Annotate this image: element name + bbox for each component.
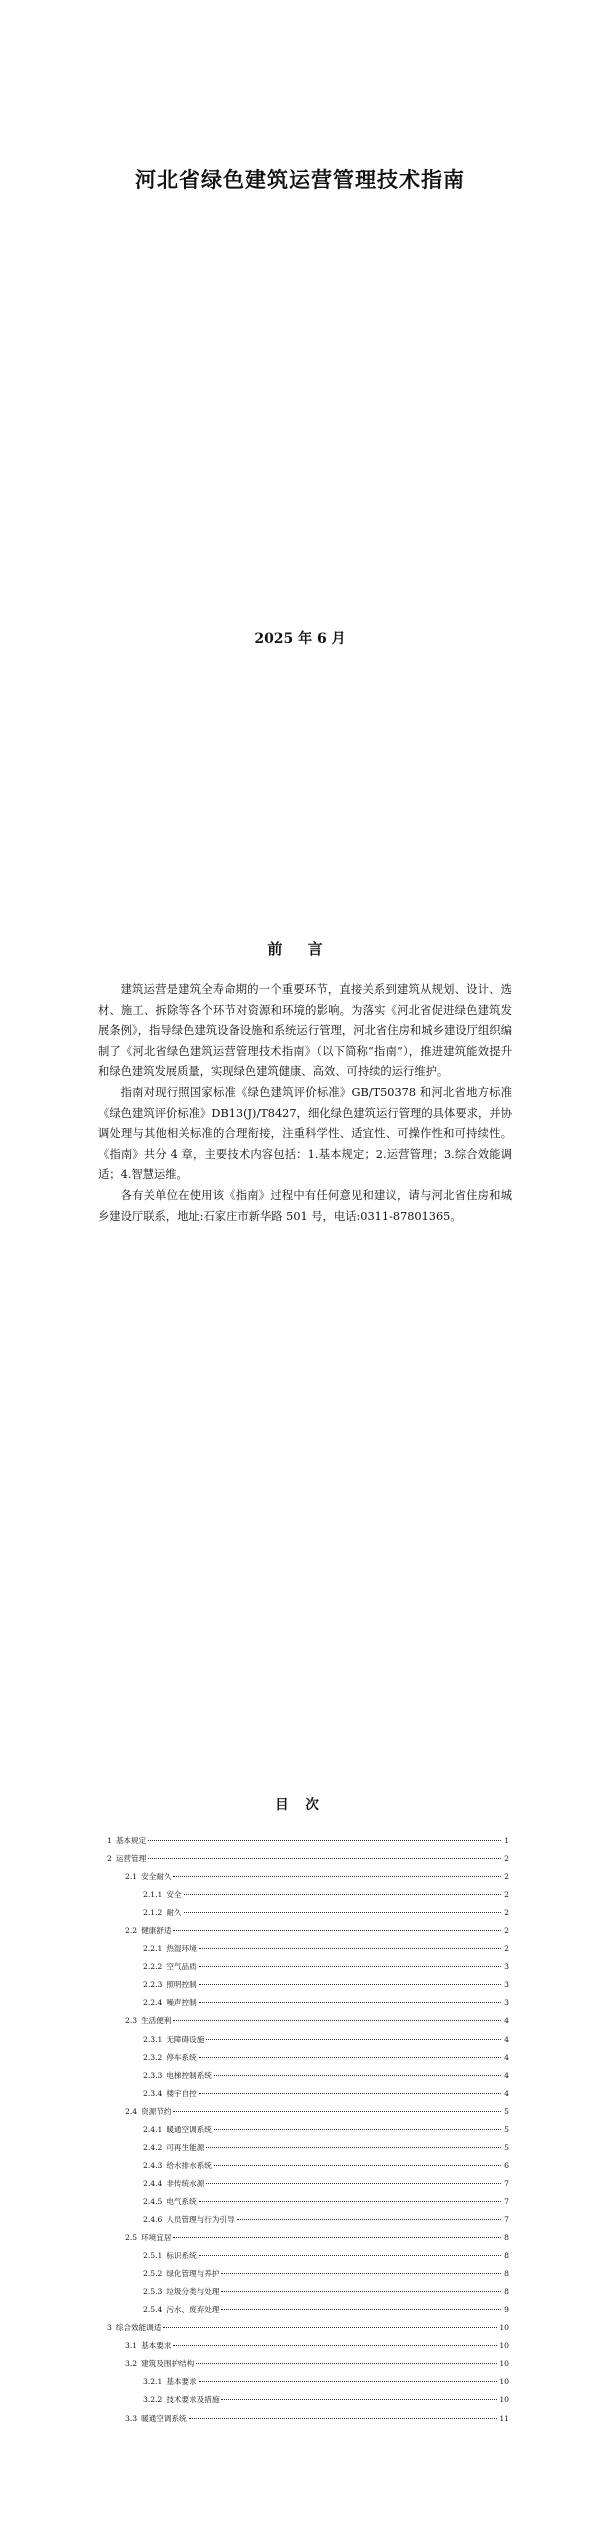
toc-entry-number: 3.2.2 [143,2395,163,2405]
toc-entry-page: 4 [504,2034,509,2044]
toc-entry[interactable] [107,2283,509,2301]
cover-page [0,0,600,900]
toc-entry-title: 基本要求 [166,2377,197,2387]
toc-entry-number: 2.1.1 [143,1890,163,1900]
toc-entry-number: 2.2.3 [143,1980,163,1990]
toc-entry-title: 耐久 [166,1908,182,1918]
toc-entry-number: 2.2.4 [143,1998,163,2008]
toc-entry-page: 10 [499,2395,509,2405]
toc-entry-number: 2.3.4 [143,2088,163,2098]
toc-entry-page: 8 [504,2251,509,2261]
toc-entry-title: 人员管理与行为引导 [166,2214,235,2224]
toc-entry[interactable] [107,2391,509,2409]
toc-entry[interactable] [107,1958,509,1976]
toc-entry[interactable] [107,2012,509,2030]
toc-entry-title: 噪声控制 [166,1998,197,2008]
toc-entry-number: 2.1 [125,1872,138,1882]
toc-entry-number: 3.1 [125,2341,138,2351]
toc-dot-leader [237,2219,501,2220]
toc-entry-title: 可再生能源 [166,2142,205,2152]
toc-entry-number: 2.5.3 [143,2287,163,2297]
toc-entry-page: 10 [499,2359,509,2369]
toc-entry-page: 5 [504,2124,509,2134]
toc-entry[interactable] [107,1976,509,1994]
toc-entry-title: 暖通空调系统 [141,2413,187,2423]
toc-entry[interactable] [107,1994,509,2012]
toc-entry-title: 基本要求 [141,2341,172,2351]
toc-entry[interactable] [107,2337,509,2355]
toc-entry[interactable] [107,2247,509,2265]
toc-entry-number: 2.2.2 [143,1962,163,1972]
toc-dot-leader [221,2309,501,2310]
toc-entry-title: 暖通空调系统 [166,2124,212,2134]
toc-entry-page: 2 [504,1926,509,1936]
toc-entry-number: 1 [107,1836,112,1845]
toc-entry-page: 5 [504,2142,509,2152]
toc-dot-leader [173,2345,497,2346]
toc-dot-leader [189,2418,498,2419]
toc-entry[interactable] [107,2103,509,2121]
toc-entry[interactable] [107,2121,509,2139]
toc-entry-number: 2.4.3 [143,2160,163,2170]
toc-entry[interactable] [107,1886,509,1904]
toc-entry-page: 6 [504,2160,509,2170]
toc-dot-leader [214,2129,501,2130]
toc-dot-leader [196,2363,497,2364]
toc-entry-number: 2.4.4 [143,2178,163,2188]
toc-dot-leader [163,2327,497,2328]
toc-entry-number: 3.3 [125,2413,138,2423]
toc-dot-leader [214,2165,501,2166]
toc-entry-page: 7 [504,2178,509,2188]
toc-dot-leader [173,2237,501,2238]
toc-entry[interactable] [107,2229,509,2247]
toc-entry-page: 4 [504,2070,509,2080]
toc-entry-title: 技术要求及措施 [166,2395,220,2405]
toc-entry[interactable] [107,2301,509,2319]
toc-entry-title: 环境宜居 [141,2233,172,2243]
preface-body [98,980,512,1227]
toc-entry[interactable] [107,2085,509,2103]
toc-entry-number: 3.2 [125,2359,138,2369]
preface-heading: 前 言 [267,940,333,958]
toc-entry-title: 运营管理 [115,1854,147,1864]
toc-dot-leader [199,2255,501,2256]
toc-dot-leader [221,2399,497,2400]
toc-entry-page: 2 [504,1854,509,1864]
toc-entry-title: 照明控制 [166,1980,197,1990]
toc-entry-page: 2 [504,1872,509,1882]
toc-entry-page: 8 [504,2269,509,2279]
toc-entry-page: 4 [504,2016,509,2026]
toc-entry-number: 2.4.6 [143,2214,163,2224]
toc-dot-leader [214,2075,501,2076]
toc-entry-title: 电气系统 [166,2196,197,2206]
toc-entry-page: 2 [504,1908,509,1918]
toc-page [0,1700,600,2544]
toc-entry-number: 2.2 [125,1926,138,1936]
toc-entry-page: 8 [504,2233,509,2243]
toc-entry-title: 垃圾分类与处理 [166,2287,220,2297]
toc-dot-leader [221,2273,501,2274]
preface-paragraph: 建筑运营是建筑全寿命期的一个重要环节，直接关系到建筑从规划、设计、选材、施工、拆除等各个环节对资源和环境的影响。为落实《河北省促进绿色建筑发展条例》，指导绿色建筑设备设施和系统运行管理，河北省住房和城乡建设厅组织编制了《河北省绿色建筑运营管理技术指南》（以下简称“指南”），推进建筑能效提升和绿色建筑发展质量，实现绿色建筑健康、高效、可持续的运行维护。 [98,983,512,1079]
toc-entry-number: 2 [107,1854,112,1864]
toc-entry-page: 9 [504,2305,509,2315]
toc-entry[interactable] [107,2139,509,2157]
toc-entry-page: 3 [504,1980,509,1990]
toc-dot-leader [199,1966,501,1967]
toc-entry-page: 8 [504,2287,509,2297]
toc-entry[interactable] [107,2211,509,2229]
toc-dot-leader [184,1894,501,1895]
toc-entry-title: 非传统水源 [166,2178,205,2188]
toc-entry-number: 2.5.2 [143,2269,163,2279]
toc-entry[interactable] [107,2373,509,2391]
toc-dot-leader [199,1948,501,1949]
toc-entry[interactable] [107,2049,509,2067]
toc-entry-title: 无障碍设施 [166,2034,205,2044]
toc-dot-leader [148,1840,501,1841]
toc-entry-page: 3 [504,1962,509,1972]
toc-entry-title: 停车系统 [166,2052,197,2062]
toc-entry-page: 10 [499,2323,509,2333]
toc-entry[interactable] [107,2193,509,2211]
toc-entry[interactable] [107,2067,509,2085]
toc-entry-number: 2.3.2 [143,2052,163,2062]
toc-entry-title: 健康舒适 [141,1926,172,1936]
toc-entry-number: 2.5 [125,2233,138,2243]
toc-dot-leader [206,2183,501,2184]
toc-entry-title: 楼宇自控 [166,2088,197,2098]
toc-dot-leader [221,2291,501,2292]
toc-dot-leader [199,2381,498,2382]
toc-dot-leader [199,2093,501,2094]
toc-entry-page: 7 [504,2196,509,2206]
toc-entry-title: 综合效能调适 [115,2323,162,2333]
toc-entry-page: 4 [504,2088,509,2098]
toc-entry-number: 2.4.2 [143,2142,163,2152]
toc-entry[interactable] [107,1868,509,1886]
toc-entry[interactable] [107,2157,509,2175]
toc-entry-title: 安全 [166,1890,182,1900]
toc-entry-number: 2.2.1 [143,1944,163,1954]
toc-dot-leader [206,2039,501,2040]
toc-entry-number: 2.3.3 [143,2070,163,2080]
toc-entry-title: 电梯控制系统 [166,2070,212,2080]
toc-entry-page: 11 [499,2413,509,2423]
toc-entry-page: 5 [504,2106,509,2116]
toc-entry-title: 基本规定 [115,1836,147,1845]
toc-entry-title: 建筑及围护结构 [141,2359,195,2369]
toc-entry-title: 绿化管理与养护 [166,2269,220,2279]
toc-entry-title: 标识系统 [166,2251,197,2261]
preface-page [0,900,600,1700]
toc-entry[interactable] [107,2265,509,2283]
toc-dot-leader [199,2201,501,2202]
toc-entry[interactable] [107,1922,509,1940]
toc-entry-title: 生活便利 [141,2016,172,2026]
publication-date: 2025 年 6 月 [254,631,346,647]
toc-dot-leader [173,2111,501,2112]
toc-entry-page: 1 [504,1836,509,1845]
toc-dot-leader [173,1876,501,1877]
preface-paragraph: 指南对现行照国家标准《绿色建筑评价标准》GB/T50378 和河北省地方标准《绿色建筑评价标准》DB13(J)/T8427，细化绿色建筑运行管理的具体要求，并协调处理与其他相关标准的合理衔接，注重科学性、适宜性、可操作性和可持续性。《指南》共分 4 章，主要技术内容包括：1.基本规定；2.运营管理；3.综合效能调适；4.智慧运维。 [98,1085,512,1182]
toc-dot-leader [148,1858,501,1859]
toc-entry[interactable] [107,1850,509,1868]
toc-dot-leader [173,2020,501,2021]
toc-entry-page: 2 [504,1944,509,1954]
toc-dot-leader [199,2057,501,2058]
toc-entry-title: 热湿环境 [166,1944,197,1954]
toc-entry-number: 2.4 [125,2106,138,2116]
toc-entry[interactable] [107,1904,509,1922]
toc-entry-page: 7 [504,2214,509,2224]
toc-entry-title: 给水排水系统 [166,2160,212,2170]
toc-entry-page: 2 [504,1890,509,1900]
toc-entry[interactable] [107,2319,509,2337]
toc-entry-title: 空气品质 [166,1962,197,1972]
toc-entry-title: 污水、废弃处理 [166,2305,220,2315]
toc-dot-leader [206,2147,501,2148]
toc-entry-title: 资源节约 [141,2106,172,2116]
toc-entry-number: 2.3.1 [143,2034,163,2044]
toc-entry[interactable] [107,2175,509,2193]
toc-entry[interactable] [107,2410,509,2428]
toc-entry[interactable] [107,2355,509,2373]
toc-entry-title: 安全耐久 [141,1872,172,1882]
toc-entry-page: 10 [499,2377,509,2387]
toc-entry-number: 2.5.1 [143,2251,163,2261]
toc-entry[interactable] [107,1832,509,1850]
toc-list [107,1832,509,2428]
toc-dot-leader [199,1984,501,1985]
toc-dot-leader [199,2002,501,2003]
toc-entry-number: 2.4.1 [143,2124,163,2134]
toc-heading: 目 次 [275,1797,325,1813]
toc-entry-number: 3.2.1 [143,2377,163,2387]
toc-entry[interactable] [107,2031,509,2049]
toc-entry-number: 2.1.2 [143,1908,163,1918]
preface-paragraph: 各有关单位在使用该《指南》过程中有任何意见和建议，请与河北省住房和城乡建设厅联系，地址:石家庄市新华路 501 号，电话:0311-87801365。 [98,1188,512,1223]
toc-entry-number: 2.4.5 [143,2196,163,2206]
document-title: 河北省绿色建筑运营管理技术指南 [135,167,465,192]
toc-entry-page: 10 [499,2341,509,2351]
toc-entry-number: 3 [107,2323,112,2333]
toc-entry-number: 2.3 [125,2016,138,2026]
toc-entry-page: 4 [504,2052,509,2062]
toc-dot-leader [184,1912,501,1913]
toc-entry[interactable] [107,1940,509,1958]
toc-entry-number: 2.5.4 [143,2305,163,2315]
toc-dot-leader [173,1930,501,1931]
toc-entry-page: 3 [504,1998,509,2008]
